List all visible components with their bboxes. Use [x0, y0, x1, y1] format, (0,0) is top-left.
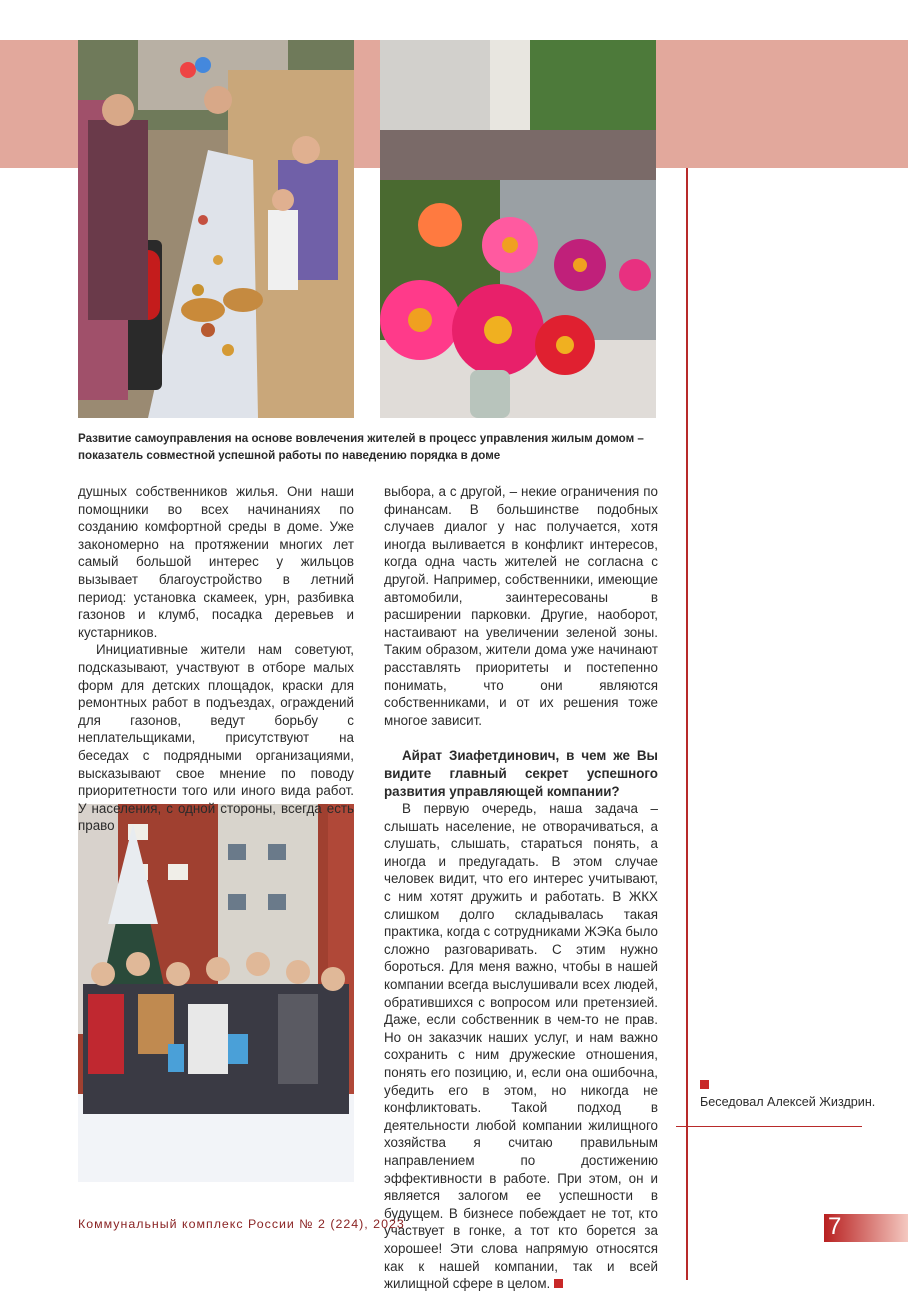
- article-column-right: [384, 483, 658, 1293]
- photo-winter-group: [78, 804, 354, 1182]
- vertical-rule: [686, 168, 688, 1280]
- photo-festive-table: [78, 40, 354, 418]
- photo-caption: [78, 430, 678, 464]
- paragraph: [384, 800, 658, 1293]
- end-mark-icon: [554, 1279, 563, 1288]
- magazine-footer: Коммунальный комплекс России № 2 (224), 2023: [78, 1217, 405, 1231]
- article-column-left: [78, 483, 354, 835]
- interviewer-credit: [700, 1080, 900, 1109]
- decorative-band-left: [0, 40, 78, 168]
- credit-rule: [676, 1126, 862, 1127]
- caption-line-2: показатель совместной успешной работы по наведению порядка в доме: [78, 449, 501, 462]
- decorative-band-right: [656, 40, 908, 168]
- page-number: 7: [828, 1213, 842, 1240]
- photo-flowers-yard: [380, 40, 656, 418]
- decorative-band-middle: [354, 40, 380, 168]
- page-number-box: [824, 1214, 908, 1242]
- square-bullet-icon: [700, 1080, 709, 1089]
- paragraph: Инициативные жители нам советуют, подсказывают, участвуют в отборе малых форм для детских площадок, краски для ремонтных работ в подъездах, ограждений для газонов, ведут борьбу с неплательщиками, присутствуют на беседах с подрядными организациями, высказывают свое мнение по поводу приоритетности того или иного вида работ. У населения, с одной стороны, всегда есть право: [78, 642, 354, 834]
- answer-text: В первую очередь, наша задача – слышать население, не отворачиваться, а слушать, слышать, стараться понять, а иногда и предугадать. В этом случае человек видит, что его интерес учитывают, с ним хотят дружить и работать. В ЖКХ слишком долго складывалась такая практика, когда с сотрудниками ЖЭКа было сложно разговаривать. С этим нужно бороться. Для меня важно, чтобы в нашей компании всегда выслушивали всех людей, обратившихся с вопросом или претензией. Даже, если собственник в чем-то не прав. Но он заказчик наших услуг, и нам важно сохранить с ним дружеские отношения, понять его позицию, и, если она ошибочна, убедить его в этом, но никогда не конфликтовать. Такой подход в деятельности любой компании жилищного хозяйства я считаю правильным направлением по достижению эффективности в работе. При этом, он и является залогом ее успешности в будущем. В бизнесе побеждает не тот, кто участвует в гонке, а тот кто борется за хорошее! Эти слова напрямую относятся как к нашей компании, так и всей жилищной сфере в целом.: [384, 801, 658, 1292]
- paragraph: душных собственников жилья. Они наши помощники во всех начинаниях по созданию комфортной среды в доме. Уже закономерно на протяжении многих лет самый большой интерес у жильцов вызывает благоустройство в летний период: установка скамеек, урн, разбивка газонов и клумб, посадка деревьев и кустарников.: [78, 484, 354, 640]
- interviewer-name: Беседовал Алексей Жиздрин.: [700, 1095, 876, 1109]
- caption-line-1: Развитие самоуправления на основе вовлечения жителей в процесс управления жилым домом –: [78, 432, 644, 445]
- paragraph: выбора, а с другой, – некие ограничения по финансам. В большинстве подобных случаев диалог у нас получается, хотя иногда выливается в конфликт интересов, когда одна часть жителей не согласна с другой. Например, собственники, имеющие автомобили, заинтересованы в расширении парковки. Другие, наоборот, настаивают на увеличении зеленой зоны. Таким образом, жители дома уже начинают расставлять приоритеты и постепенно понимать, что они являются собственниками, и от их решения тоже многое зависит.: [384, 484, 658, 728]
- interview-question: Айрат Зиафетдинович, в чем же Вы видите главный секрет успешного развития управляющей компании?: [384, 748, 658, 799]
